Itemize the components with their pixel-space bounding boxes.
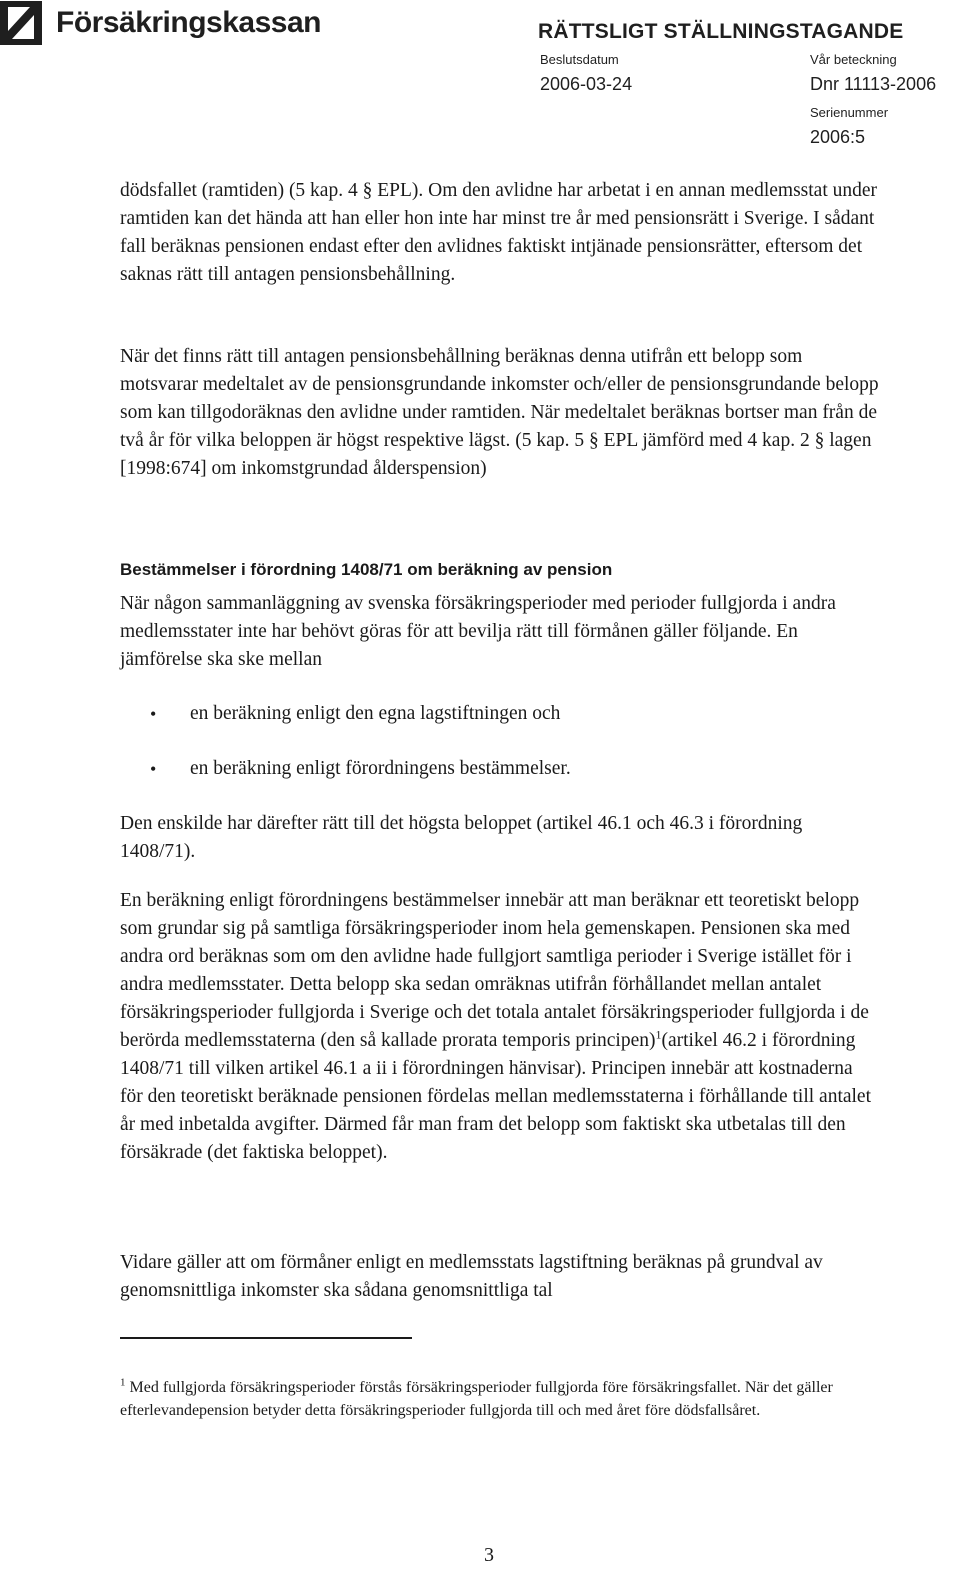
paragraph-text: När det finns rätt till antagen pensionsbehållning beräknas denna utifrån ett belopp som motsvarar medeltalet av de pensionsgrundande inkomster och/eller de pensionsgrundande belopp som kan tillgodoräknas den avlidne under ramtiden. När medeltalet beräknas bortser man från de två år för vilka beloppen är högst respektive lägst. (5 kap. 5 § EPL jämförd med 4 kap. 2 § lagen [1998:674] om inkomstgrundad ålderspension)	[120, 346, 879, 479]
org-name: Försäkringskassan	[56, 6, 321, 39]
decision-date-label: Beslutsdatum	[540, 52, 619, 67]
bullet-icon: •	[150, 704, 157, 724]
paragraph-text: När någon sammanläggning av svenska försäkringsperioder med perioder fullgjorda i andra medlemsstater inte har behövt göras för att bevilja rätt till förmånen gäller följande. En jämförelse ska ske mellan	[120, 593, 836, 670]
paragraph-hogsta-beloppet	[120, 810, 880, 866]
header-logo	[0, 0, 360, 46]
footnote	[120, 1376, 880, 1422]
bullet-item	[150, 700, 560, 728]
bullet-item	[150, 755, 571, 783]
reference-number: Dnr 11113-2006	[810, 74, 937, 94]
bullet-text: en beräkning enligt förordningens bestämmelser.	[190, 758, 571, 779]
paragraph-text: dödsfallet (ramtiden) (5 kap. 4 § EPL). Om den avlidne har arbetat i en annan medlemsstat under ramtiden kan det hända att han eller hon inte har minst tre år med pensionsrätt i Sverige. I sådant fall beräknas pensionen endast efter den avlidnes faktiskt intjänade pensionsrätter, eftersom det saknas rätt till antagen pensionsbehållning.	[120, 180, 878, 285]
series-number: 2006:5	[810, 127, 866, 147]
section-heading: Bestämmelser i förordning 1408/71 om beräkning av pension	[120, 560, 613, 579]
paragraph-ramtiden	[120, 177, 880, 289]
paragraph-antagen-pensionsbehallning	[120, 343, 880, 483]
footnote-number: 1	[120, 1376, 126, 1389]
forsakringskassan-logo-icon	[0, 1, 42, 45]
bullet-text: en beräkning enligt den egna lagstiftningen och	[190, 703, 561, 724]
paragraph-text: Den enskilde har därefter rätt till det högsta beloppet (artikel 46.1 och 46.3 i förordning 1408/71).	[120, 813, 803, 862]
paragraph-jamforelse	[120, 590, 880, 674]
paragraph-prorata-temporis	[120, 887, 880, 1167]
series-label: Serienummer	[810, 105, 889, 120]
paragraph-text-part: En beräkning enligt förordningens bestämmelser innebär att man beräknar ett teoretiskt belopp som grundar sig på samtliga försäkringsperioder inom hela gemenskapen. Pensionen ska med andra ord beräknas som om den avlidne hade fullgjort samtliga perioder i Sverige istället för i andra medlemsstater. Detta belopp ska sedan omräknas utifrån förhållandet mellan antalet försäkringsperioder fullgjorda i Sverige och det totala antalet försäkringsperioder fullgjorda i de berörda medlemsstaterna (den så kallade prorata temporis principen)	[120, 890, 869, 1051]
document-type: RÄTTSLIGT STÄLLNINGSTAGANDE	[538, 20, 904, 43]
footnote-text: Med fullgjorda försäkringsperioder förstås försäkringsperioder fullgjorda före försäkringsfallet. När det gäller efterlevandepension betyder detta försäkringsperioder fullgjorda till och med året före dödsfallsåret.	[120, 1379, 833, 1419]
footnote-separator	[120, 1337, 412, 1339]
paragraph-text-part: (artikel 46.2 i förordning 1408/71 till vilken artikel 46.1 a ii i förordningen hänvisar). Principen innebär att kostnaderna för den teoretiskt beräknade pensionen fördelas mellan medlemsstaterna i förhållande till antalet år med inbetalda avgifter. Därmed får man fram det belopp som faktiskt ska utbetalas till den försäkrade (det faktiska beloppet).	[120, 1030, 872, 1163]
footnote-reference[interactable]: 1	[655, 1027, 662, 1042]
paragraph-text	[120, 887, 880, 1167]
reference-label: Vår beteckning	[810, 52, 897, 67]
decision-date: 2006-03-24	[540, 74, 633, 94]
page-number: 3	[484, 1544, 494, 1566]
paragraph-text: Vidare gäller att om förmåner enligt en medlemsstats lagstiftning beräknas på grundval av genomsnittliga inkomster ska sådana genomsnittliga tal	[120, 1252, 823, 1301]
paragraph-genomsnittliga-inkomster	[120, 1249, 880, 1305]
bullet-icon: •	[150, 759, 157, 779]
